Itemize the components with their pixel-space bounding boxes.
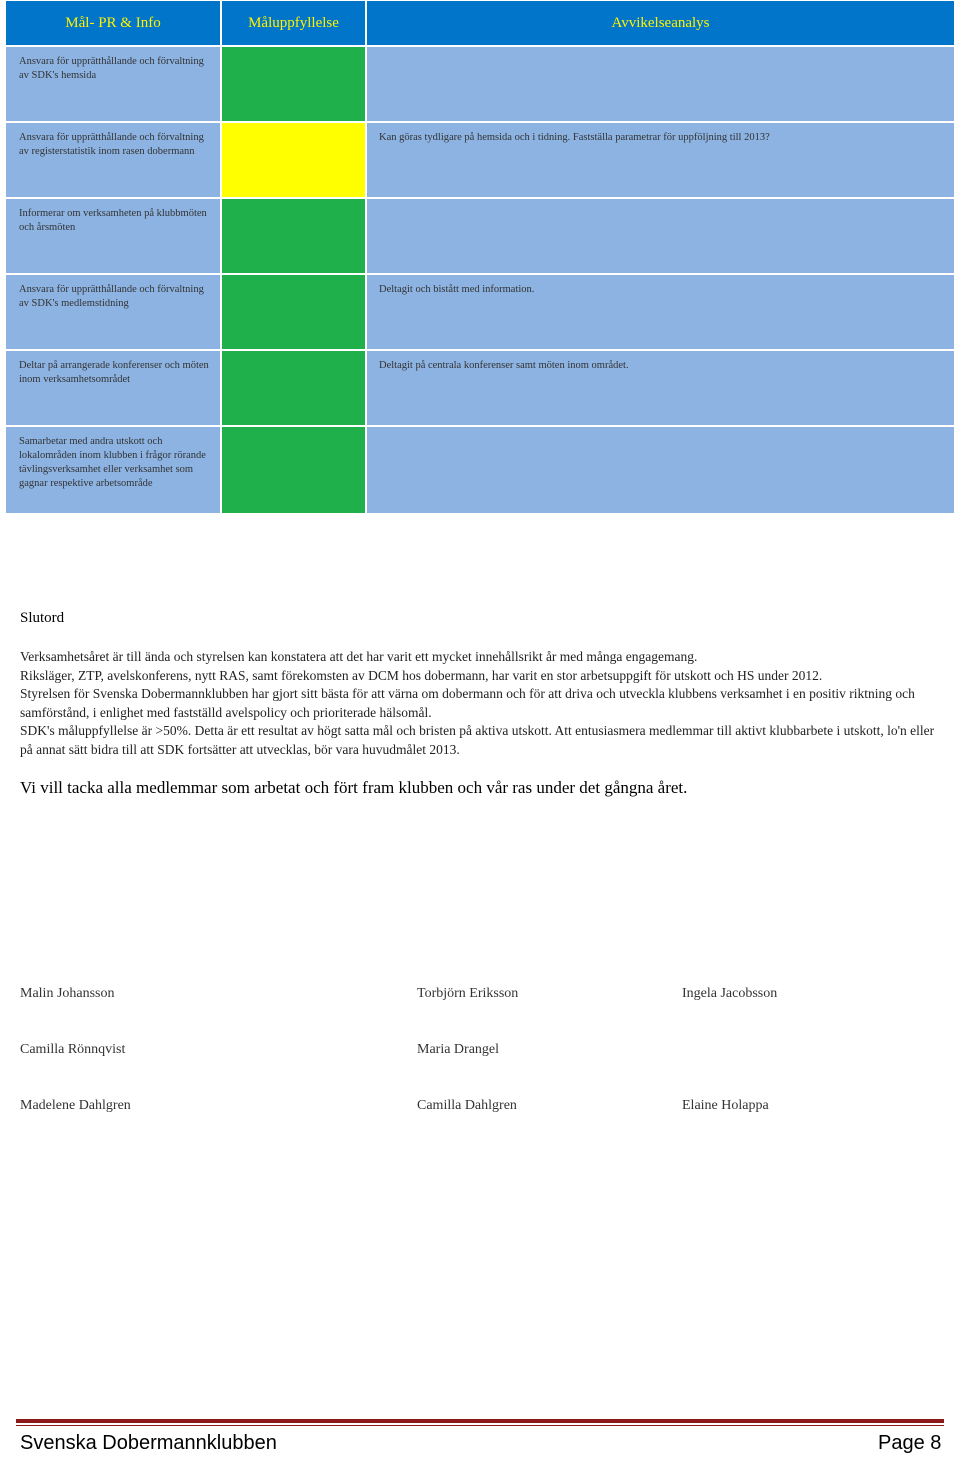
header-fulfillment: Måluppfyllelse [221, 0, 366, 46]
table-row [5, 122, 955, 198]
signature-name: Madelene Dahlgren [20, 1098, 131, 1113]
analysis-cell [366, 46, 955, 122]
signature-name: Torbjörn Eriksson [417, 986, 519, 1001]
analysis-cell: Deltagit på centrala konferenser samt möten inom området. [366, 350, 955, 426]
section-title: Slutord [20, 610, 65, 626]
closing-paragraph [20, 648, 940, 760]
goal-table [5, 0, 955, 514]
status-indicator-green [221, 274, 366, 350]
signature-row [20, 986, 940, 1042]
table-row [5, 46, 955, 122]
table-row [5, 350, 955, 426]
signature-name: Elaine Holappa [682, 1098, 769, 1113]
paragraph-line: Styrelsen för Svenska Dobermannklubben har gjort sitt bästa för att värna om dobermann och för att driva och utveckla klubbens verksamhet i en positiv riktning och samförstånd, i enlighet med fastställd avelspolicy och prioriterade hälsomål. [20, 686, 915, 720]
task-cell: Samarbetar med andra utskott och lokalområden inom klubben i frågor rörande tävlingsverksamhet eller verksamhet som gagnar respektive arbetsområde [5, 426, 221, 514]
task-cell: Ansvara för upprätthållande och förvaltning av SDK's hemsida [5, 46, 221, 122]
header-deviation: Avvikelseanalys [366, 0, 955, 46]
analysis-cell: Deltagit och bistått med information. [366, 274, 955, 350]
task-cell: Ansvara för upprätthållande och förvaltning av SDK's medlemstidning [5, 274, 221, 350]
analysis-cell [366, 198, 955, 274]
status-indicator-green [221, 426, 366, 514]
signature-row [20, 1098, 940, 1154]
table-row [5, 198, 955, 274]
analysis-cell: Kan göras tydligare på hemsida och i tidning. Fastställa parametrar för uppföljning till 2013? [366, 122, 955, 198]
analysis-cell [366, 426, 955, 514]
signature-block [20, 986, 940, 1154]
footer-rule [16, 1419, 944, 1423]
signature-name: Camilla Dahlgren [417, 1098, 517, 1113]
signature-name: Ingela Jacobsson [682, 986, 778, 1001]
signature-row [20, 1042, 940, 1098]
task-cell: Informerar om verksamheten på klubbmöten och årsmöten [5, 198, 221, 274]
footer-organization: Svenska Dobermannklubben [20, 1432, 277, 1454]
page-number: Page 8 [878, 1432, 942, 1454]
thanks-statement: Vi vill tacka alla medlemmar som arbetat och fört fram klubben och vår ras under det gångna året. [20, 778, 688, 797]
signature-name: Malin Johansson [20, 986, 115, 1001]
paragraph-line: SDK's måluppfyllelse är >50%. Detta är ett resultat av högt satta mål och bristen på aktiva utskott. Att entusiasmera medlemmar till aktivt klubbarbete i utskott, lo'n eller på annat sätt bidra till att SDK fortsätter att utvecklas, bör vara huvudmålet 2013. [20, 723, 935, 757]
footer-rule-thin [16, 1425, 944, 1426]
paragraph-line: Riksläger, ZTP, avelskonferens, nytt RAS, samt förekomsten av DCM hos dobermann, har varit en stor arbetsuppgift för utskott och HS under 2012. [20, 667, 823, 683]
status-indicator-green [221, 198, 366, 274]
header-goal: Mål- PR & Info [5, 0, 221, 46]
table-header [5, 0, 955, 46]
paragraph-line: Verksamhetsåret är till ända och styrelsen kan konstatera att det har varit ett mycket innehållsrikt år med många engagemang. [20, 649, 698, 664]
signature-name: Maria Drangel [417, 1042, 500, 1057]
status-indicator-yellow [221, 122, 366, 198]
table-row [5, 426, 955, 514]
status-indicator-green [221, 46, 366, 122]
task-cell: Ansvara för upprätthållande och förvaltning av registerstatistik inom rasen dobermann [5, 122, 221, 198]
status-indicator-green [221, 350, 366, 426]
signature-name: Camilla Rönnqvist [20, 1042, 126, 1057]
table-row [5, 274, 955, 350]
task-cell: Deltar på arrangerade konferenser och möten inom verksamhetsområdet [5, 350, 221, 426]
